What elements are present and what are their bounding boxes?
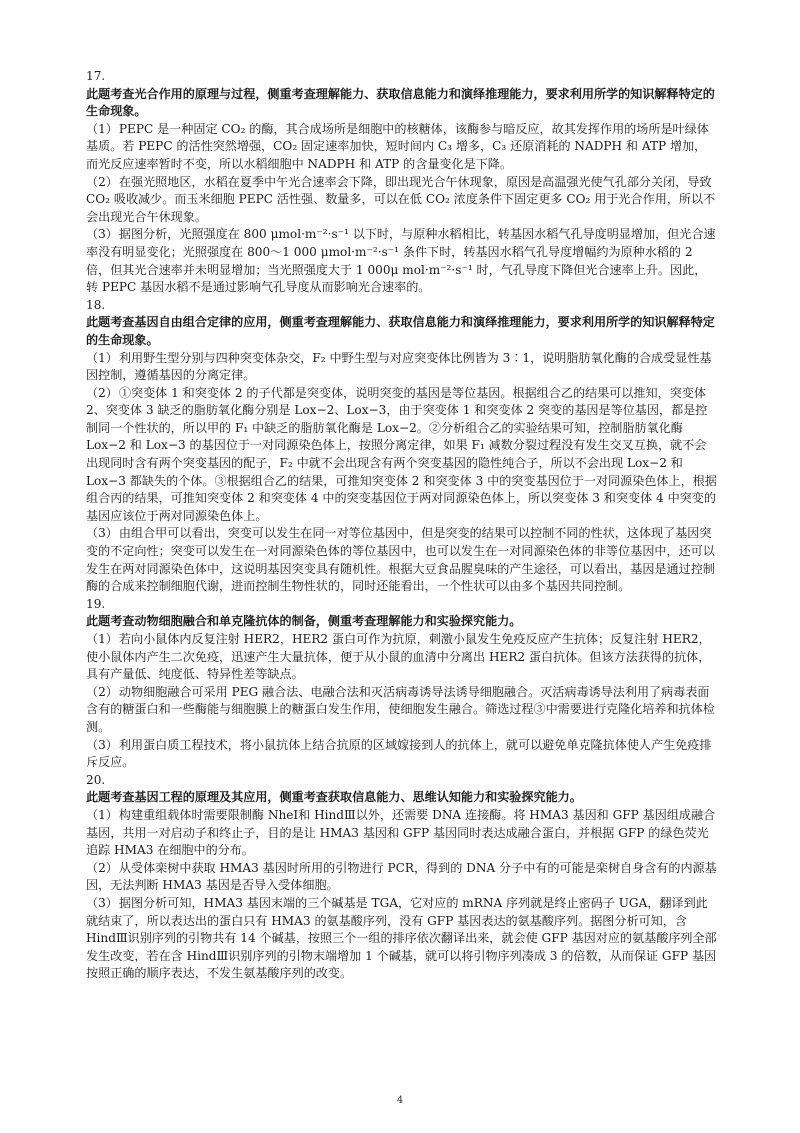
paragraph-text: 利用蛋白质工程技术，将小鼠抗体上结合抗原的区域嫁接到人的抗体上，就可以避免单克隆抗体使人产生免疫排斥反应。 xyxy=(86,737,712,770)
answer-paragraph xyxy=(86,350,718,385)
paragraph-label: （1） xyxy=(86,632,118,646)
paragraph-text: ①突变体 1 和突变体 2 的子代都是突变体，说明突变的基因是等位基因。根据组合乙的结果可以推知，突变体 2、突变体 3 缺乏的脂肪氧化酶分别是 Lox−2、Lox−3，由于突变体 1 和突变体 2 突变的基因是等位基因，都是控制同一个性状的，所以甲的 F₁ 中缺乏的脂肪氧化酶是 Lox−2。②分析组合乙的实验结果可知，控制脂肪氧化酶 Lox−2 和 Lox−3 的基因位于一对同源染色体上，按照分离定律，如果 F₁ 减数分裂过程没有发生交叉互换，就不会出现同时含有两个突变基因的配子，F₂ 中就不会出现含有两个突变基因的隐性纯合子，所以不会出现 Lox−2 和 Lox−3 都缺失的个体。③根据组合乙的结果，可推知突变体 2 和突变体 3 中的突变基因位于一对同源染色体上，根据组合丙的结果，可推知突变体 2 和突变体 4 中的突变基因位于两对同源染色体上，所以突变体 3 和突变体 4 中突变的基因应该位于两对同源染色体上。 xyxy=(86,385,717,523)
section-20 xyxy=(86,772,718,983)
paragraph-text: 据图分析可知，HMA3 基因末端的三个碱基是 TGA，它对应的 mRNA 序列就是终止密码子 UGA，翻译到此就结束了，所以表达出的蛋白只有 HMA3 的氨基酸序列，没有 GFP 基因表达的氨基酸序列。据图分析可知，含 HindⅢ识别序列的引物共有 14 个碱基，按照三个一组的排序依次翻译出来，就会使 GFP 基因对应的氨基酸序列全部发生改变，若在含 HindⅢ识别序列的引物末端增加 1 个碱基，就可以将引物序列凑成 3 的倍数，从而保证 GFP 基因按照正确的顺序表达，不发生氨基酸序列的改变。 xyxy=(86,895,717,981)
paragraph-text: 由组合甲可以看出，突变可以发生在同一对等位基因中，但是突变的结果可以控制不同的性状，这体现了基因突变的不定向性；突变可以发生在一对同源染色体的等位基因中，也可以发生在一对同源染色体的非等位基因中，还可以发生在两对同源染色体中，这说明基因突变具有随机性。根据大豆食品腥臭味的产生途径，可以看出，基因是通过控制酶的合成来控制细胞代谢，进而控制生物性状的，同时还能看出，一个性状可以由多个基因共同控制。 xyxy=(86,526,715,594)
answer-page xyxy=(86,68,718,983)
paragraph-text: 据图分析，光照强度在 800 μmol·m⁻²·s⁻¹ 以下时，与原种水稻相比，转基因水稻气孔导度明显增加，但光合速率没有明显变化；光照强度在 800～1 000 μmol·m⁻²·s⁻¹ 条件下时，转基因水稻气孔导度增幅约为原种水稻的 2 倍，但其光合速率并未明显增加；当光照强度大于 1 000μ mol·m⁻²·s⁻¹ 时，气孔导度下降但光合速率上升。因此，转 PEPC 基因水稻不是通过影响气孔导度从而影响光合速率的。 xyxy=(86,227,716,295)
answer-paragraph xyxy=(86,860,718,895)
question-number: 18. xyxy=(86,297,106,312)
paragraph-text: PEPC 是一种固定 CO₂ 的酶，其合成场所是细胞中的核糖体，该酶参与暗反应，故其发挥作用的场所是叶绿体基质。若 PEPC 的活性突然增强，CO₂ 固定速率加快，短时间内 C₃ 增多，C₃ 还原消耗的 NADPH 和 ATP 增加，而光反应速率暂时不变，所以水稻细胞中 NADPH 和 ATP 的含量变化是下降。 xyxy=(86,121,709,171)
paragraph-label: （3） xyxy=(86,227,118,242)
question-number: 20. xyxy=(86,772,106,787)
section-heading: 此题考查基因工程的原理及其应用，侧重考查获取信息能力、思维认知能力和实验探究能力。 xyxy=(86,790,582,805)
paragraph-text: 利用野生型分别与四种突变体杂交，F₂ 中野生型与对应突变体比例皆为 3∶1，说明脂肪氧化酶的合成受显性基因控制，遵循基因的分离定律。 xyxy=(86,350,712,383)
answer-paragraph xyxy=(86,121,718,174)
paragraph-label: （1） xyxy=(86,807,118,822)
answer-paragraph xyxy=(86,525,718,595)
section-18 xyxy=(86,297,718,596)
section-heading: 此题考查动物细胞融合和单克隆抗体的制备，侧重考查理解能力和实验探究能力。 xyxy=(86,614,522,629)
answer-paragraph xyxy=(86,807,718,860)
section-19 xyxy=(86,596,718,772)
question-number: 17. xyxy=(86,69,106,83)
paragraph-text: 构建重组载体时需要限制酶 NheⅠ和 HindⅢ以外，还需要 DNA 连接酶。将 HMA3 基因和 GFP 基因组成融合基因，共用一对启动子和终止子，目的是让 HMA3 基因和 GFP 基因同时表达成融合蛋白，并根据 GFP 的绿色荧光追踪 HMA3 在细胞中的分布。 xyxy=(86,807,716,858)
paragraph-label: （3） xyxy=(86,895,118,910)
answer-paragraph xyxy=(86,895,718,983)
paragraph-label: （2） xyxy=(86,385,118,400)
section-17 xyxy=(86,68,718,297)
answer-paragraph xyxy=(86,684,718,737)
paragraph-label: （2） xyxy=(86,860,118,875)
question-number: 19. xyxy=(86,596,106,611)
paragraph-label: （2） xyxy=(86,174,118,189)
answer-paragraph xyxy=(86,737,718,772)
paragraph-label: （3） xyxy=(86,526,118,541)
page-number: 4 xyxy=(396,1095,404,1106)
paragraph-label: （1） xyxy=(86,121,118,136)
section-heading: 此题考查光合作用的原理与过程，侧重考查理解能力、获取信息能力和演绎推理能力，要求利用所学的知识解释特定的生命现象。 xyxy=(86,86,715,119)
answer-paragraph xyxy=(86,631,718,684)
answer-paragraph xyxy=(86,226,718,296)
section-heading: 此题考查基因自由组合定律的应用，侧重考查理解能力、获取信息能力和演绎推理能力，要求利用所学的知识解释特定的生命现象。 xyxy=(86,315,715,347)
paragraph-label: （2） xyxy=(86,684,118,699)
paragraph-text: 从受体栾树中获取 HMA3 基因时所用的引物进行 PCR，得到的 DNA 分子中有的可能是栾树自身含有的内源基因，无法判断 HMA3 基因是否导入受体细胞。 xyxy=(86,860,717,893)
paragraph-label: （1） xyxy=(86,350,118,365)
paragraph-text: 在强光照地区，水稻在夏季中午光合速率会下降，即出现光合午休现象，原因是高温强光使气孔部分关闭，导致 CO₂ 吸收减少。而玉米细胞 PEPC 活性强、数量多，可以在低 CO₂ 浓度条件下固定更多 CO₂ 用于光合作用，所以不会出现光合午休现象。 xyxy=(86,174,716,224)
paragraph-text: 动物细胞融合可采用 PEG 融合法、电融合法和灭活病毒诱导法诱导细胞融合。灭活病毒诱导法利用了病毒表面含有的糖蛋白和一些酶能与细胞膜上的糖蛋白发生作用，使细胞发生融合。筛选过程③中需要进行克隆化培养和抗体检测。 xyxy=(86,684,715,734)
paragraph-text: 若向小鼠体内反复注射 HER2，HER2 蛋白可作为抗原，刺激小鼠发生免疫反应产生抗体；反复注射 HER2，使小鼠体内产生二次免疫，迅速产生大量抗体，便于从小鼠的血清中分离出 HER2 蛋白抗体。但该方法获得的抗体，具有产量低、纯度低、特异性差等缺点。 xyxy=(86,632,711,682)
answer-paragraph xyxy=(86,174,718,227)
paragraph-label: （3） xyxy=(86,737,118,752)
answer-paragraph xyxy=(86,385,718,526)
